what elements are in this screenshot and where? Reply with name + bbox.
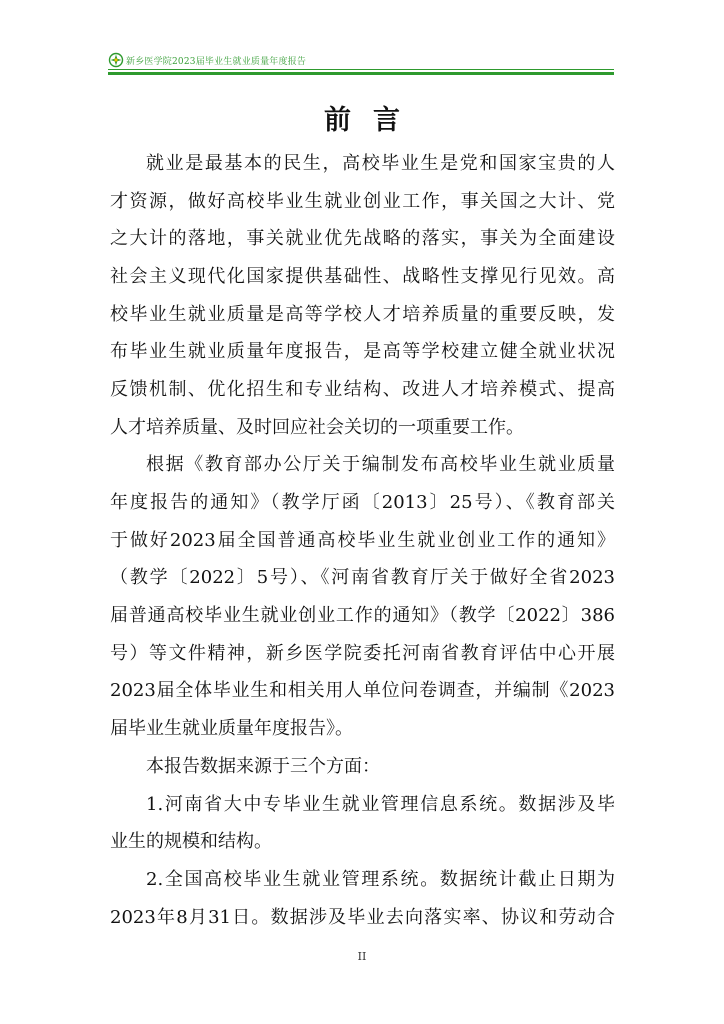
body-line: 就业是最基本的民生，高校毕业生是党和国家宝贵的人 — [146, 153, 615, 174]
body-line: 届毕业生就业质量年度报告》。 — [110, 718, 353, 739]
body-line: 1.河南省大中专毕业生就业管理信息系统。数据涉及毕 — [146, 794, 615, 815]
body-line: 校毕业生就业质量是高等学校人才培养质量的重要反映，发 — [110, 304, 615, 325]
body-line: 于做好2023届全国普通高校毕业生就业创业工作的通知》 — [110, 530, 615, 551]
page-number: II — [357, 950, 367, 963]
body-line: （教学〔2022〕5号）、《河南省教育厅关于做好全省2023 — [110, 567, 615, 588]
body-line: 布毕业生就业质量年度报告，是高等学校建立健全就业状况 — [110, 341, 615, 362]
body-line: 年度报告的通知》（教学厅函〔2013〕25号）、《教育部关 — [110, 492, 615, 513]
header-rule-thick — [108, 72, 614, 75]
body-line: 人才培养质量、及时回应社会关切的一项重要工作。 — [110, 417, 524, 438]
body-line: 社会主义现代化国家提供基础性、战略性支撑见行见效。高 — [110, 266, 615, 287]
body-line: 2023年8月31日。数据涉及毕业去向落实率、协议和劳动合 — [110, 907, 615, 928]
page-title: 前言 — [324, 105, 422, 136]
body-line: 根据《教育部办公厅关于编制发布高校毕业生就业质量 — [146, 454, 615, 475]
body-line: 2023届全体毕业生和相关用人单位问卷调查，并编制《2023 — [110, 680, 615, 701]
running-header — [108, 50, 614, 78]
body-line: 反馈机制、优化招生和专业结构、改进人才培养模式、提高 — [110, 379, 615, 400]
header-rule — [108, 69, 614, 70]
body-line: 之大计的落地，事关就业优先战略的落实，事关为全面建设 — [110, 228, 615, 249]
body-line: 才资源，做好高校毕业生就业创业工作，事关国之大计、党 — [110, 191, 615, 212]
body-line: 号）等文件精神，新乡医学院委托河南省教育评估中心开展 — [110, 643, 615, 664]
body-line: 届普通高校毕业生就业创业工作的通知》（教学〔2022〕386 — [110, 605, 615, 626]
body-line: 业生的规模和结构。 — [110, 831, 272, 852]
body-line: 2.全国高校毕业生就业管理系统。数据统计截止日期为 — [146, 869, 615, 890]
school-emblem-icon — [108, 52, 124, 68]
body-line: 本报告数据来源于三个方面： — [146, 756, 380, 777]
header-title: 新乡医学院2023届毕业生就业质量年度报告 — [126, 57, 307, 67]
